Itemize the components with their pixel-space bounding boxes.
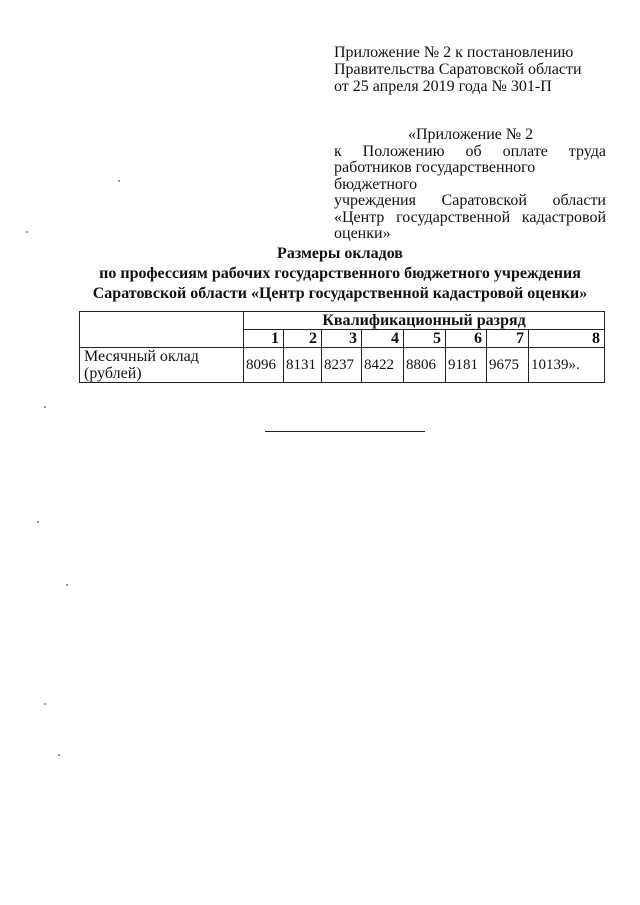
scan-speck — [26, 231, 28, 233]
salary-grade-6: 9181 — [446, 348, 487, 383]
salary-grade-5: 8806 — [404, 348, 446, 383]
table-header-row — [80, 312, 605, 330]
scan-speck — [58, 754, 60, 756]
appendix-reference — [334, 127, 606, 243]
grade-3: 3 — [322, 330, 362, 348]
qualification-grade-header: Квалификационный разряд — [244, 312, 605, 330]
reference-line-5: «Центр государственной кадастровой — [334, 208, 606, 226]
salary-grade-8: 10139». — [529, 348, 605, 383]
reference-line-2: к Положению об оплате труда — [334, 142, 606, 160]
appendix-header-line-3: от 25 апреля 2019 года № 301-П — [334, 78, 552, 95]
salary-grade-7: 9675 — [487, 348, 529, 383]
salary-grade-2: 8131 — [284, 348, 322, 383]
appendix-header-line-1: Приложение № 2 к постановлению — [334, 44, 574, 61]
empty-corner-cell — [80, 312, 244, 348]
scan-speck — [44, 406, 46, 408]
row-label-line-1: Месячный оклад — [84, 348, 199, 365]
grade-5: 5 — [404, 330, 446, 348]
grade-2: 2 — [284, 330, 322, 348]
salary-grade-1: 8096 — [244, 348, 284, 383]
grade-7: 7 — [487, 330, 529, 348]
title-line-3: Саратовской области «Центр государственной кадастровой оценки» — [92, 285, 588, 302]
appendix-header — [334, 44, 594, 95]
title-line-2: по профессиям рабочих государственного бюджетного учреждения — [99, 265, 581, 282]
grade-8: 8 — [529, 330, 605, 348]
reference-line-1: «Приложение № 2 — [408, 126, 534, 143]
scan-speck — [118, 180, 120, 182]
row-label-line-2: (рублей) — [84, 365, 142, 382]
appendix-header-line-2: Правительства Саратовской области — [334, 61, 582, 78]
grade-4: 4 — [362, 330, 404, 348]
grade-1: 1 — [244, 330, 284, 348]
reference-line-4: учреждения Саратовской области — [334, 192, 606, 209]
salary-table — [79, 311, 605, 383]
grade-6: 6 — [446, 330, 487, 348]
title-line-1: Размеры окладов — [277, 245, 403, 262]
monthly-salary-row — [80, 348, 605, 383]
salary-grade-3: 8237 — [322, 348, 362, 383]
scan-speck — [44, 703, 46, 705]
salary-grade-4: 8422 — [362, 348, 404, 383]
scan-speck — [66, 584, 68, 586]
scan-speck — [37, 521, 39, 523]
reference-line-3: работников государственного бюджетного — [334, 159, 536, 193]
monthly-salary-label — [80, 348, 244, 383]
reference-line-6: оценки» — [334, 225, 391, 242]
document-title — [60, 244, 620, 304]
closing-rule — [265, 431, 425, 432]
